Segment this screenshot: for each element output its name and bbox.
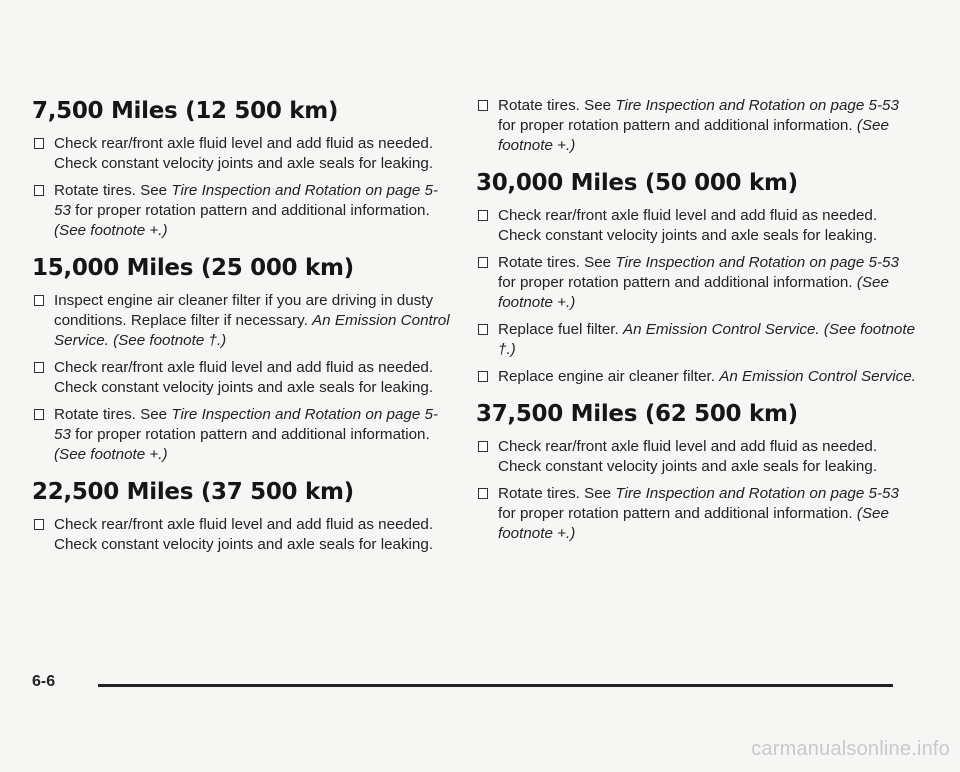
item-text-continued: for proper rotation pattern and additional information.: [70, 426, 430, 443]
right-column: [476, 96, 916, 558]
maintenance-section: [476, 170, 916, 387]
item-footnote: (See footnote +.): [54, 446, 168, 463]
item-reference: An Emission Control Service. (See footnote †.): [498, 321, 916, 358]
checkbox-icon: [478, 100, 488, 111]
checkbox-icon: [34, 138, 44, 149]
left-column: [32, 98, 450, 569]
checkbox-icon: [478, 488, 488, 499]
item-text: Replace engine air cleaner filter.: [498, 368, 720, 385]
item-text: Check rear/front axle fluid level and add fluid as needed. Check constant velocity joints and axle seals for leaking.: [498, 207, 878, 244]
checklist-item: [32, 134, 450, 174]
checklist-item: [476, 484, 916, 544]
item-text-continued: for proper rotation pattern and additional information.: [498, 274, 857, 291]
item-reference: An Emission Control Service. (See footnote †.): [54, 312, 450, 349]
maintenance-section: [32, 255, 450, 465]
checkbox-icon: [34, 362, 44, 373]
item-reference: Tire Inspection and Rotation on page 5-53: [54, 406, 439, 443]
item-reference: Tire Inspection and Rotation on page 5-53: [615, 254, 899, 271]
section-heading: 22,500 Miles (37 500 km): [32, 479, 354, 505]
page-number: 6-6: [32, 673, 56, 690]
checklist-item: [32, 358, 450, 398]
maintenance-section: [32, 479, 450, 555]
item-footnote: (See footnote +.): [498, 274, 889, 311]
item-text: Rotate tires. See: [54, 182, 172, 199]
checkbox-icon: [478, 324, 488, 335]
item-text: Check rear/front axle fluid level and add fluid as needed. Check constant velocity joints and axle seals for leaking.: [498, 438, 878, 475]
item-reference: An Emission Control Service.: [719, 368, 916, 385]
section-heading: 30,000 Miles (50 000 km): [476, 170, 798, 196]
checkbox-icon: [34, 519, 44, 530]
item-text: Inspect engine air cleaner filter if you are driving in dusty conditions. Replace filter if necessary.: [54, 292, 434, 329]
checklist-item: [476, 437, 916, 477]
item-reference: Tire Inspection and Rotation on page 5-53: [54, 182, 439, 219]
maintenance-section: [476, 401, 916, 544]
maintenance-section: [476, 96, 916, 156]
checklist-item: [32, 515, 450, 555]
checklist-item: [32, 181, 450, 241]
checklist-item: [32, 405, 450, 465]
checkbox-icon: [478, 371, 488, 382]
item-reference: Tire Inspection and Rotation on page 5-53: [615, 485, 899, 502]
checklist-item: [476, 253, 916, 313]
item-text-continued: for proper rotation pattern and additional information.: [70, 202, 430, 219]
item-text-continued: for proper rotation pattern and additional information.: [498, 505, 857, 522]
checkbox-icon: [478, 210, 488, 221]
checklist-item: [476, 96, 916, 156]
item-text: Rotate tires. See: [54, 406, 172, 423]
checklist-item: [32, 291, 450, 351]
checkbox-icon: [478, 441, 488, 452]
item-footnote: (See footnote +.): [498, 505, 889, 542]
checkbox-icon: [478, 257, 488, 268]
item-text: Rotate tires. See: [498, 485, 616, 502]
maintenance-section: [32, 98, 450, 241]
section-heading: 7,500 Miles (12 500 km): [32, 98, 339, 124]
checklist-item: [476, 320, 916, 360]
item-text: Rotate tires. See: [498, 97, 616, 114]
item-text: Rotate tires. See: [498, 254, 616, 271]
item-text: Check rear/front axle fluid level and add fluid as needed. Check constant velocity joints and axle seals for leaking.: [54, 135, 434, 172]
footer-rule: [98, 684, 893, 687]
checkbox-icon: [34, 295, 44, 306]
item-footnote: (See footnote +.): [498, 117, 889, 154]
item-footnote: (See footnote +.): [54, 222, 168, 239]
checklist-item: [476, 367, 916, 387]
item-reference: Tire Inspection and Rotation on page 5-53: [615, 97, 899, 114]
checkbox-icon: [34, 409, 44, 420]
section-heading: 37,500 Miles (62 500 km): [476, 401, 798, 427]
item-text: Check rear/front axle fluid level and add fluid as needed. Check constant velocity joints and axle seals for leaking.: [54, 516, 434, 553]
item-text: Check rear/front axle fluid level and add fluid as needed. Check constant velocity joints and axle seals for leaking.: [54, 359, 434, 396]
item-text-continued: for proper rotation pattern and additional information.: [498, 117, 857, 134]
checkbox-icon: [34, 185, 44, 196]
item-text: Replace fuel filter.: [498, 321, 623, 338]
checklist-item: [476, 206, 916, 246]
section-heading: 15,000 Miles (25 000 km): [32, 255, 354, 281]
watermark: carmanualsonline.info: [751, 738, 950, 760]
